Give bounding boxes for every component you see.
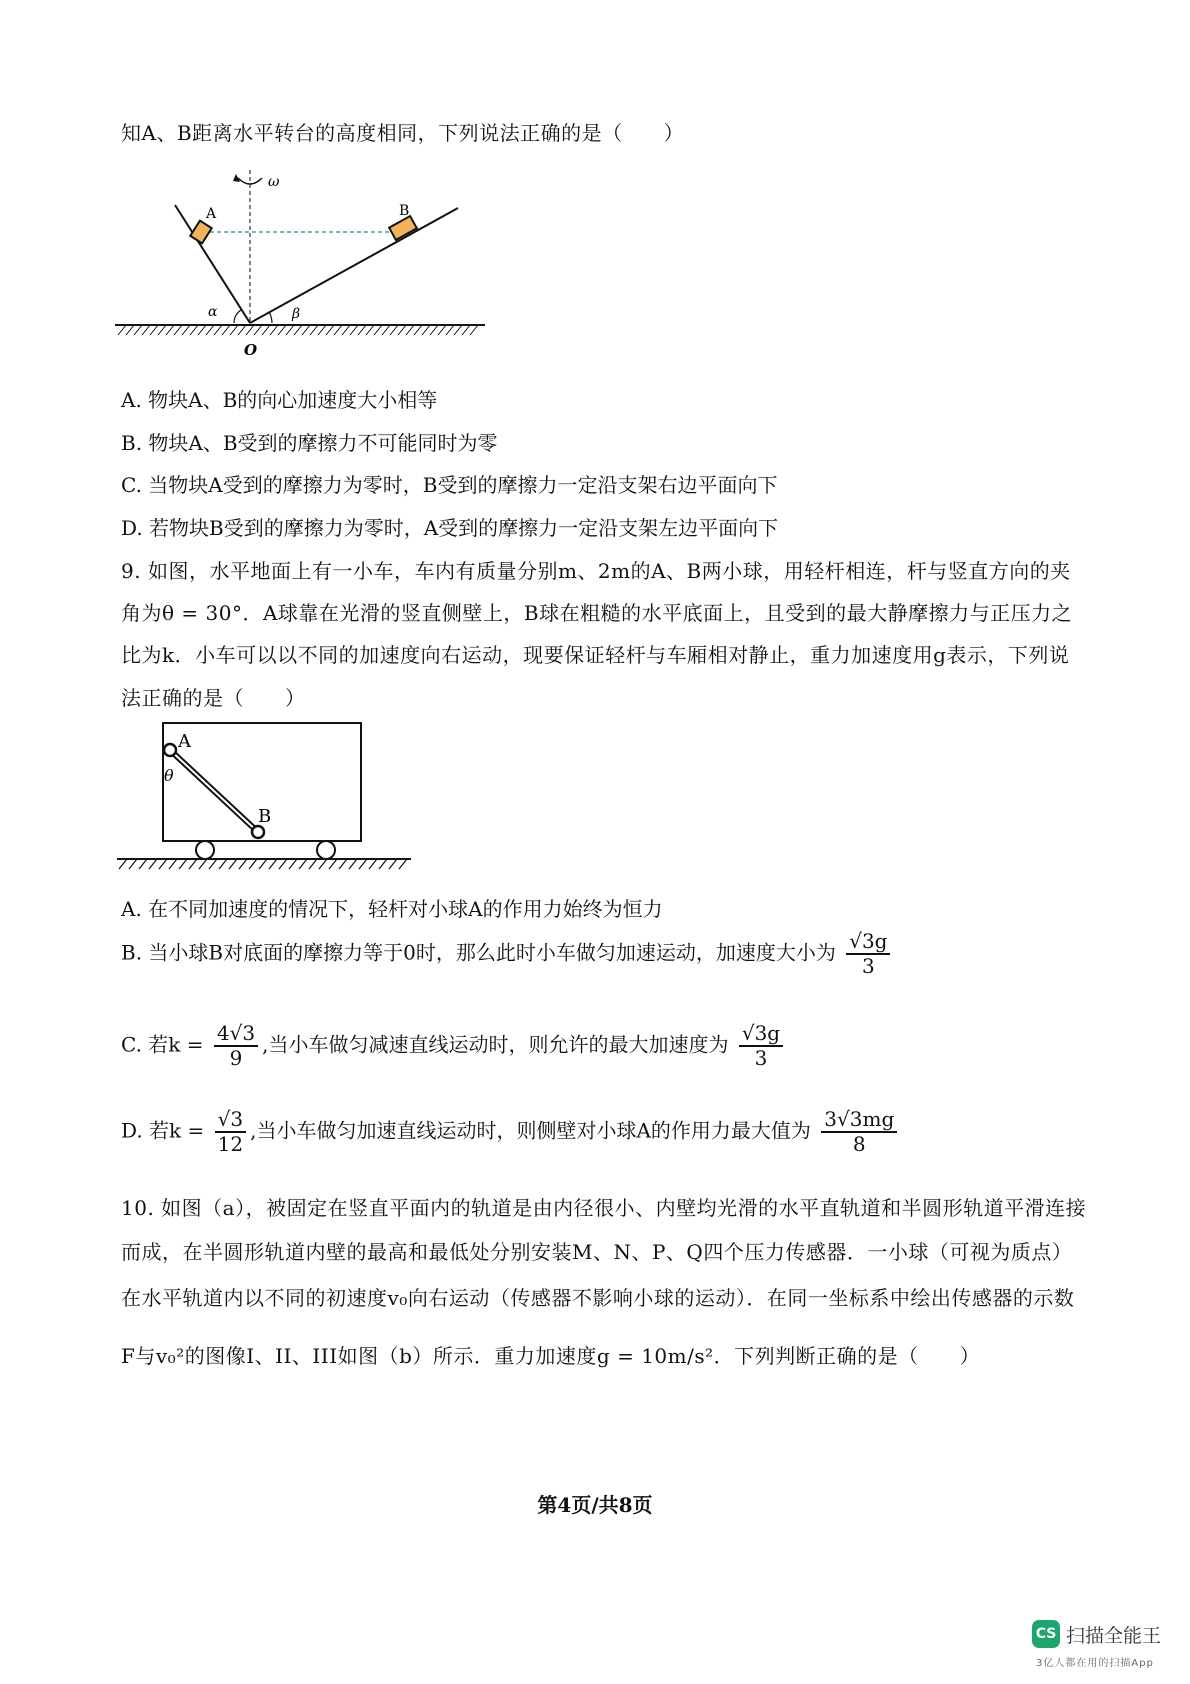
q10-stem-line-4: F与v₀²的图像I、II、III如图（b）所示．重力加速度g = 10m/s²．下列判断正确的是（ ） — [121, 1344, 981, 1368]
svg-text:A: A — [206, 206, 217, 222]
page-number: 第4页/共8页 — [537, 1493, 653, 1517]
q8-figure — [110, 160, 500, 365]
fraction-numerator: √3 — [215, 1108, 246, 1133]
svg-text:α: α — [208, 304, 218, 320]
scanner-watermark — [1032, 1620, 1161, 1648]
fraction-numerator: 4√3 — [214, 1022, 258, 1047]
svg-text:O: O — [244, 341, 258, 359]
q8-stem: 知A、B距离水平转台的高度相同，下列说法正确的是（ ） — [121, 121, 685, 145]
q9-option-d-k-fraction — [215, 1108, 246, 1156]
svg-text:B: B — [258, 806, 272, 827]
fraction-denominator: 3 — [754, 1046, 768, 1070]
q8-option-c: C. 当物块A受到的摩擦力为零时，B受到的摩擦力一定沿支架右边平面向下 — [121, 473, 778, 497]
svg-text:A: A — [178, 731, 191, 752]
q8-option-a: A. 物块A、B的向心加速度大小相等 — [121, 388, 438, 412]
q9-stem-line-1: 9. 如图，水平地面上有一小车，车内有质量分别m、2m的A、B两小球，用轻杆相连，杆与竖直方向的夹 — [121, 559, 1071, 583]
q9-option-d-fraction — [821, 1108, 897, 1156]
q9-stem-line-3: 比为k．小车可以以不同的加速度向右运动，现要保证轻杆与车厢相对静止，重力加速度用g表示，下列说 — [121, 643, 1070, 667]
q9-option-b-text: B. 当小球B对底面的摩擦力等于0时，那么此时小车做匀加速运动，加速度大小为 — [121, 940, 836, 965]
q9-option-d-text: ,当小车做匀加速直线运动时，则侧壁对小球A的作用力最大值为 — [250, 1118, 811, 1143]
fraction-denominator: 9 — [229, 1046, 243, 1070]
q10-stem-line-2: 而成，在半圆形轨道内壁的最高和最低处分别安装M、N、P、Q四个压力传感器．一小球（可视为质点） — [121, 1240, 1073, 1264]
q9-figure — [115, 715, 425, 880]
svg-text:B: B — [399, 203, 410, 219]
q9-option-d — [121, 1108, 901, 1156]
q9-option-b-fraction — [846, 930, 890, 978]
fraction-denominator: 8 — [852, 1132, 866, 1156]
svg-text:β: β — [292, 306, 301, 322]
q9-option-b — [121, 930, 894, 978]
q9-option-c-prefix: C. 若k = — [121, 1032, 204, 1057]
fraction-denominator: 12 — [217, 1132, 244, 1156]
fraction-denominator: 3 — [861, 954, 875, 978]
q8-option-d: D. 若物块B受到的摩擦力为零时，A受到的摩擦力一定沿支架左边平面向下 — [121, 516, 779, 540]
q9-option-a: A. 在不同加速度的情况下，轻杆对小球A的作用力始终为恒力 — [121, 897, 663, 921]
svg-text:ω: ω — [268, 174, 280, 190]
svg-text:θ: θ — [164, 766, 174, 785]
q9-option-c — [121, 1022, 787, 1070]
q9-stem-line-4: 法正确的是（ ） — [121, 686, 306, 710]
q9-option-d-prefix: D. 若k = — [121, 1118, 205, 1143]
fraction-numerator: √3g — [846, 930, 890, 955]
camscanner-logo-icon: CS — [1032, 1620, 1060, 1648]
watermark-tagline: 3亿人都在用的扫描App — [1036, 1658, 1154, 1669]
fraction-numerator: 3√3mg — [821, 1108, 897, 1133]
q8-option-b: B. 物块A、B受到的摩擦力不可能同时为零 — [121, 431, 498, 455]
watermark-app-name: 扫描全能王 — [1066, 1624, 1162, 1647]
q9-option-c-k-fraction — [214, 1022, 258, 1070]
q10-stem-line-1: 10. 如图（a），被固定在竖直平面内的轨道是由内径很小、内壁均光滑的水平直轨道和半圆形轨道平滑连接 — [121, 1196, 1087, 1220]
fraction-numerator: √3g — [739, 1022, 783, 1047]
q9-stem-line-2: 角为θ = 30°．A球靠在光滑的竖直侧壁上，B球在粗糙的水平底面上，且受到的最大静摩擦力与正压力之 — [121, 601, 1073, 625]
q10-stem-line-3: 在水平轨道内以不同的初速度v₀向右运动（传感器不影响小球的运动）．在同一坐标系中绘出传感器的示数 — [121, 1286, 1075, 1310]
q9-option-c-text: ,当小车做匀减速直线运动时，则允许的最大加速度为 — [262, 1032, 729, 1057]
q9-option-c-fraction — [739, 1022, 783, 1070]
